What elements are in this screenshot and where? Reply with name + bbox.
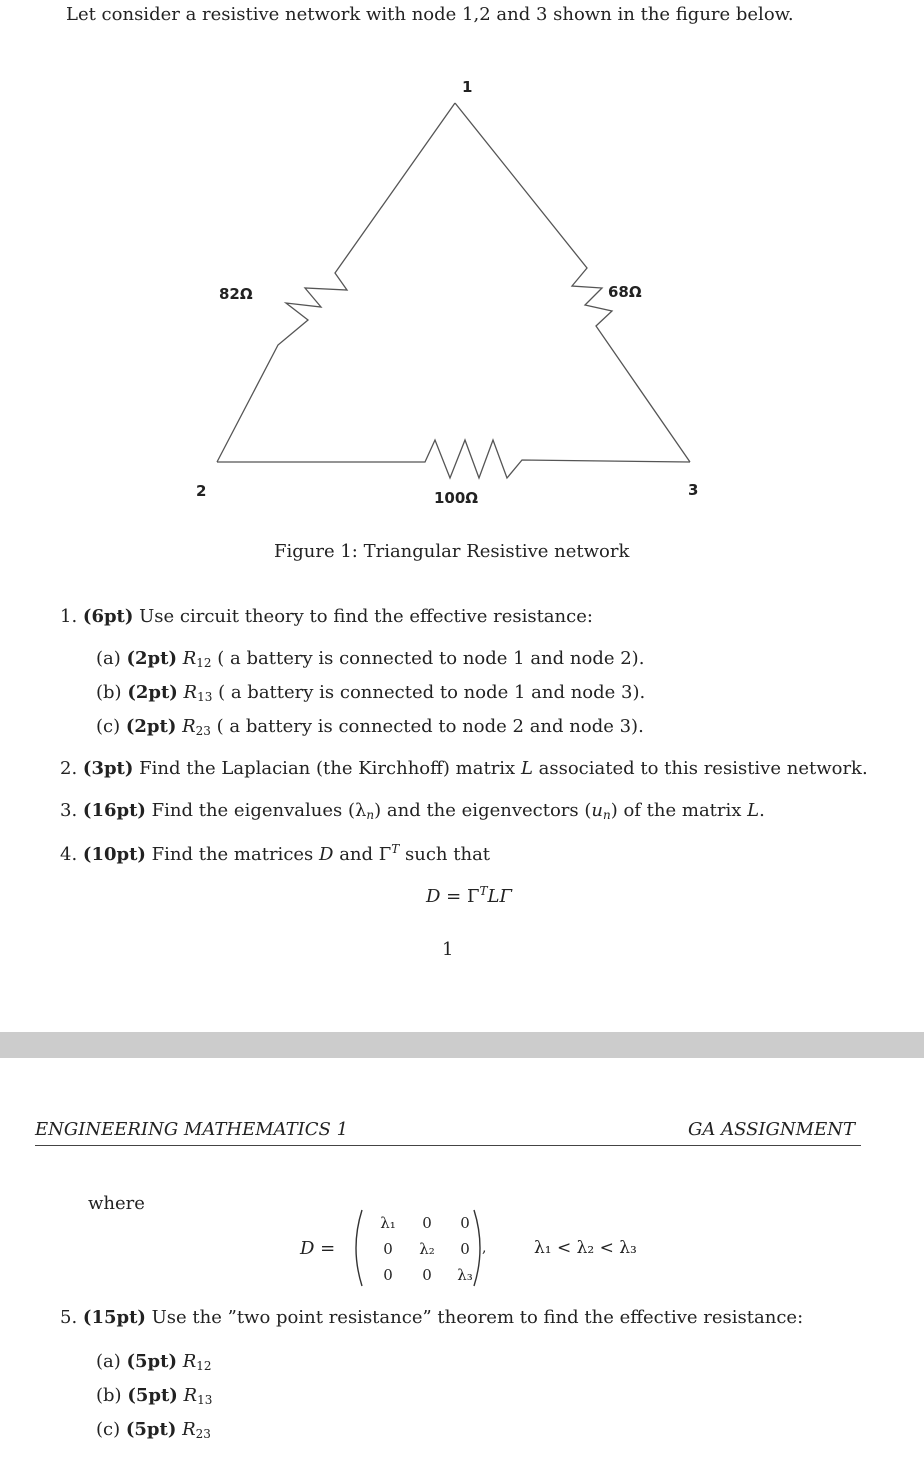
question-1c: (c) (2pt) $R_{23}$ ( a battery is connected to node 2 and node 3). [96, 716, 644, 738]
question-1b: (b) (2pt) $R_{13}$ ( a battery is connected to node 1 and node 3). [96, 682, 646, 704]
question-2: 2. (3pt) Find the Laplacian (the Kirchhoff) matrix L associated to this resistive network. [60, 758, 868, 779]
node-2-label: 2 [196, 482, 207, 500]
matrix-left-paren [348, 1208, 364, 1288]
resistor-100-label: 100Ω [434, 489, 479, 507]
matrix-cell: λ₂ [419, 1240, 435, 1258]
matrix-cell: 0 [422, 1266, 432, 1284]
header-assignment-title: GA ASSIGNMENT [687, 1119, 855, 1140]
question-5: 5. (15pt) Use the ”two point resistance” theorem to find the effective resistance: [60, 1307, 804, 1328]
matrix-cell: 0 [422, 1214, 432, 1232]
question-4: 4. (10pt) Find the matrices D and $\Gamma^T$ such that [60, 842, 491, 865]
matrix-cell: λ₃ [457, 1266, 473, 1284]
node-1-label: 1 [462, 78, 473, 96]
question-5c: (c) (5pt) $R_{23}$ [96, 1419, 211, 1441]
matrix-cell: λ₁ [380, 1214, 396, 1232]
matrix-cell: 0 [460, 1214, 470, 1232]
resistor-82-wire [217, 103, 455, 462]
question-5b: (b) (5pt) $R_{13}$ [96, 1385, 213, 1407]
page-number: 1 [442, 939, 454, 960]
figure-caption: Figure 1: Triangular Resistive network [274, 541, 630, 562]
node-3-label: 3 [688, 481, 699, 499]
triangular-resistive-network-diagram [0, 60, 924, 520]
equation-d-gamma: $D = \Gamma^TL\Gamma$ [426, 884, 512, 907]
header-course-title: ENGINEERING MATHEMATICS 1 [35, 1119, 349, 1140]
matrix-d [368, 1210, 487, 1288]
matrix-cell: 0 [383, 1266, 393, 1284]
page-header [35, 1119, 861, 1146]
question-1a: (a) (2pt) $R_{12}$ ( a battery is connected to node 1 and node 2). [96, 648, 645, 670]
question-5a: (a) (5pt) $R_{12}$ [96, 1351, 212, 1373]
question-3: 3. (16pt) Find the eigenvalues $(\lambda_n)$ and the eigenvectors $(u_n)$ of the matrix L. [60, 800, 765, 822]
page-break-divider [0, 1032, 924, 1058]
matrix-cell: 0 [383, 1240, 393, 1258]
resistor-68-wire [455, 103, 690, 462]
matrix-lhs: D = [300, 1238, 336, 1259]
matrix-cell: 0 [460, 1240, 470, 1258]
resistor-82-label: 82Ω [219, 285, 253, 303]
resistor-68-label: 68Ω [608, 283, 642, 301]
where-text: where [88, 1193, 145, 1214]
question-1: 1. (6pt) Use circuit theory to find the effective resistance: [60, 606, 593, 627]
eigenvalue-ordering: λ₁ < λ₂ < λ₃ [534, 1238, 637, 1258]
matrix-comma: , [482, 1240, 487, 1256]
intro-text: Let consider a resistive network with node 1,2 and 3 shown in the figure below. [66, 4, 794, 25]
resistor-100-wire [217, 440, 690, 478]
